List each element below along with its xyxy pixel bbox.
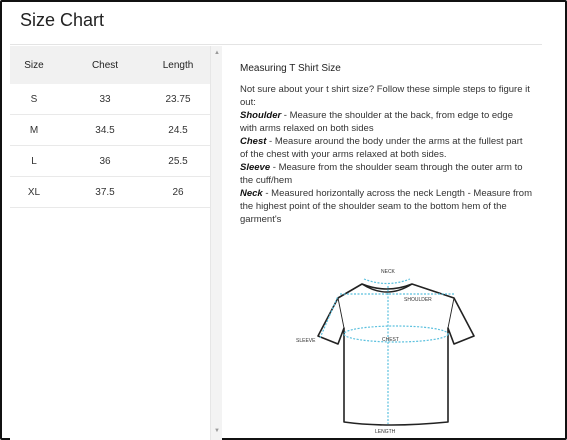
label-length: LENGTH — [375, 429, 396, 435]
step-term: Shoulder — [240, 110, 282, 121]
measuring-guide — [240, 62, 532, 226]
triangle-up-icon[interactable]: ▲ — [214, 50, 220, 56]
label-chest: CHEST — [382, 337, 399, 343]
vertical-scrollbar[interactable] — [210, 46, 222, 440]
table-row — [10, 84, 210, 115]
guide-heading: Measuring T Shirt Size — [240, 63, 341, 74]
guide-step-neck — [240, 187, 532, 226]
step-term: Chest — [240, 136, 267, 147]
cell-length: 25.5 — [168, 155, 188, 167]
step-term: Neck — [240, 188, 263, 199]
guide-step-sleeve — [240, 161, 532, 187]
neck-measure-line — [364, 279, 410, 284]
cell-length: 24.5 — [168, 124, 188, 136]
cell-size: XL — [27, 186, 41, 198]
header-chest: Chest — [91, 59, 119, 71]
guide-step-chest — [240, 135, 532, 161]
cell-length: 23.75 — [165, 93, 191, 105]
cell-size: S — [30, 93, 38, 105]
step-text: - Measure from the shoulder seam through the outer arm to the cuff/hem — [240, 162, 523, 186]
triangle-down-icon[interactable]: ▼ — [214, 428, 220, 434]
label-sleeve: SLEEVE — [296, 338, 316, 344]
table-row — [10, 115, 210, 146]
table-row — [10, 146, 210, 177]
size-table-header — [10, 46, 210, 84]
guide-step-shoulder — [240, 109, 532, 135]
cell-size: L — [31, 155, 37, 167]
table-row — [10, 177, 210, 208]
cell-chest: 36 — [99, 155, 111, 167]
step-term: Sleeve — [240, 162, 271, 173]
step-text: - Measure around the body under the arms at the fullest part of the chest with your arms relaxed at both sides. — [240, 136, 523, 160]
guide-intro: Not sure about your t shirt size? Follow these simple steps to figure it out: — [240, 84, 530, 108]
title-divider — [10, 44, 542, 45]
cell-size: M — [29, 124, 39, 136]
step-text: - Measure the shoulder at the back, from edge to edge with arms relaxed on both sides — [240, 110, 514, 134]
cell-chest: 33 — [99, 93, 111, 105]
size-table — [10, 46, 210, 440]
label-neck: NECK — [381, 269, 395, 275]
cell-chest: 37.5 — [95, 186, 115, 198]
dialog-title: Size Chart — [20, 10, 105, 30]
header-size: Size — [24, 59, 44, 71]
header-length: Length — [162, 59, 194, 71]
tshirt-measurement-diagram — [292, 264, 482, 436]
tshirt-outline — [318, 284, 474, 425]
cell-length: 26 — [172, 186, 184, 198]
label-shoulder: SHOULDER — [404, 297, 432, 303]
cell-chest: 34.5 — [95, 124, 115, 136]
step-text: - Measured horizontally across the neck Length - Measure from the highest point of the shoulder seam to the bottom hem of the garment's — [240, 188, 533, 225]
